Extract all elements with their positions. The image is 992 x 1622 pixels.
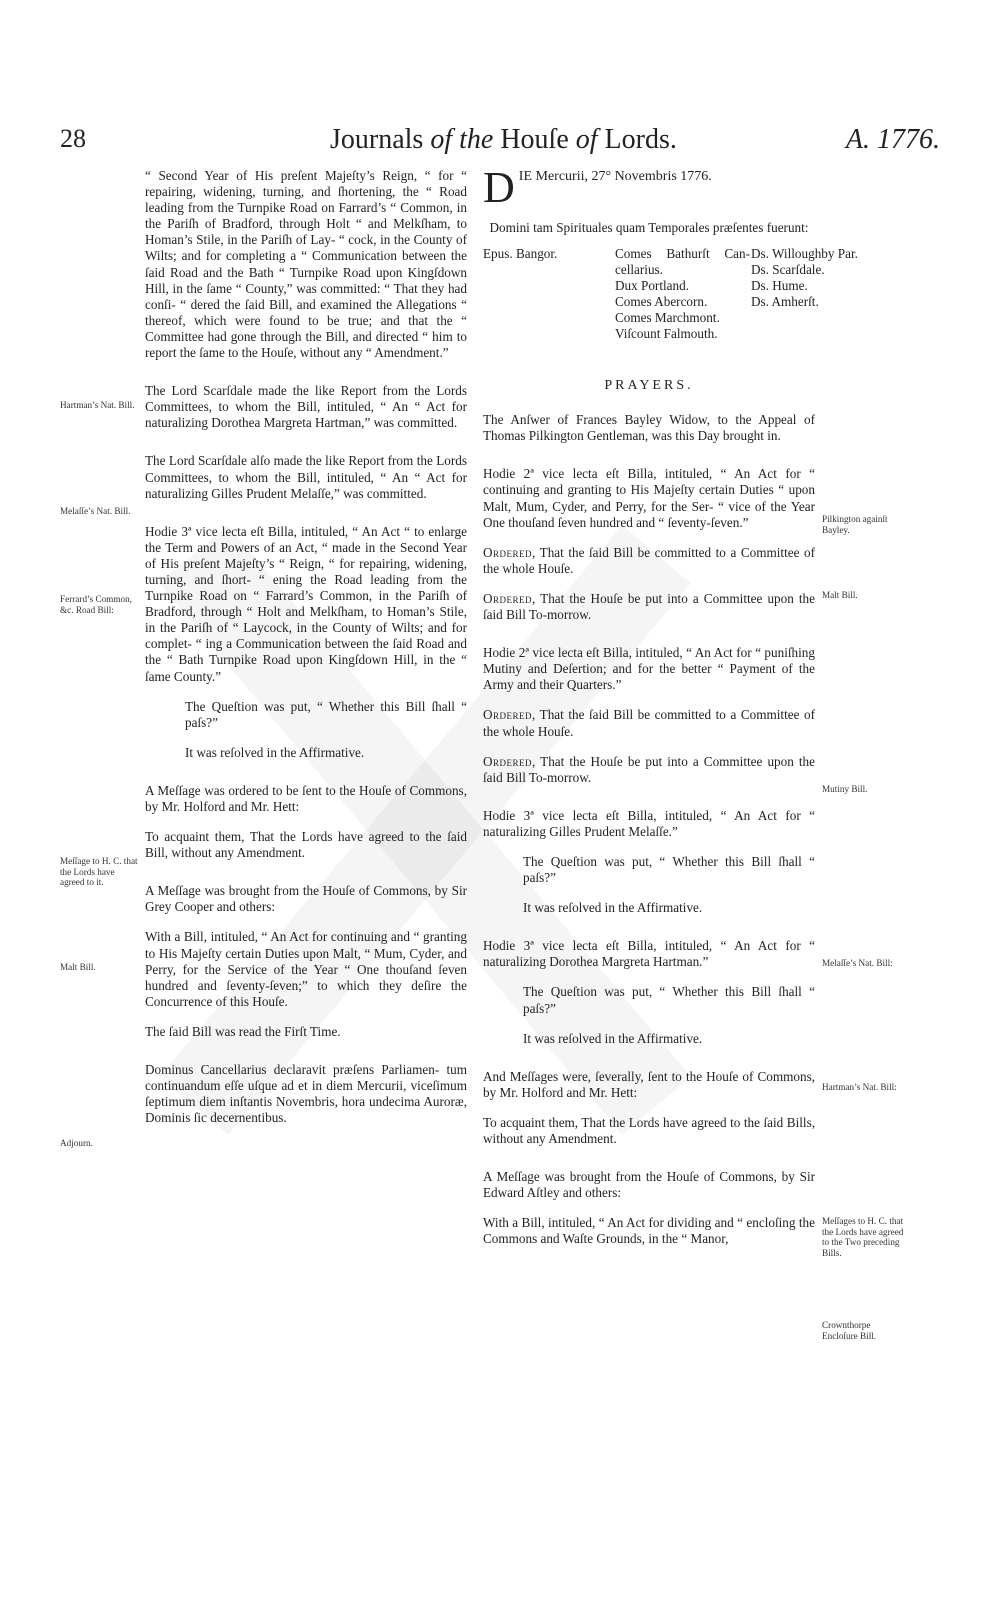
paragraph: The Lord Scarſdale alſo made the like Report from the Lords Committees, to whom the Bill, intituled, “ An “ Act for naturalizing Gilles Prudent Melaſſe,” was committed. xyxy=(145,453,467,501)
journal-year: A. 1776. xyxy=(845,124,940,155)
paragraph: “ Second Year of His preſent Majeſty’s Reign, “ for “ repairing, widening, turning, and ſhortening, the “ Road leading from the Turnpike Road on Farrard’s “ Common, in the Pariſh of Bradford, through Holt “ and Melkſham, to Homan’s Stile, in the Pariſh of Lay- “ cock, in the County of Wilts; and for completing a “ Communication between the ſaid Road and the Bath “ Turnpike Road upon Kingſdown Hill, in the ſame “ County,” was committed: “ That they had conſi- “ dered the ſaid Bill, and examined the Allegations “ thereof, which were found to be true; and that the “ Committee had gone through the Bill, and directed “ him to report the ſame to the Houſe, without any “ Amendment.” xyxy=(145,168,467,361)
margin-note: Mutiny Bill. xyxy=(822,784,868,794)
margin-note: Meſſage to H. C. that the Lords have agreed to it. xyxy=(60,856,138,887)
lord-name: Ds. Scarſdale. xyxy=(751,262,825,278)
margin-note: Pilkington againſt Bayley. xyxy=(822,514,888,535)
paragraph: Hodie 2ª vice lecta eſt Billa, intituled, “ An Act for “ continuing and granting to His Majeſty certain Duties “ upon Malt, Mum, Cyder, and Perry, for the Ser- “ vice of the Year One thouſand ſeven hundred and “ ſeventy-ſeven.” xyxy=(483,466,815,530)
margin-note: Meſſages to H. C. that the Lords have agreed to the Two preceding Bills. xyxy=(822,1216,904,1258)
paragraph: Ordered, That the ſaid Bill be committed to a Committee of the whole Houſe. xyxy=(483,544,815,576)
margin-note: Hartman’s Nat. Bill. xyxy=(60,400,135,410)
lord-name: Comes Abercorn. xyxy=(615,294,708,310)
paragraph: With a Bill, intituled, “ An Act for continuing and “ granting to His Majeſty certain Duties upon Malt, “ Mum, Cyder, and Perry, for the Service of the Year “ One thouſand ſeven hundred and ſeventy-ſeven;” to which they deſire the Concurrence of this Houſe. xyxy=(145,929,467,1009)
lord-name: Ds. Hume. xyxy=(751,278,808,294)
paragraph: To acquaint them, That the Lords have agreed to the ſaid Bills, without any Amendment. xyxy=(483,1114,815,1146)
left-column xyxy=(145,168,467,1140)
lords-spiritual xyxy=(483,246,603,262)
lord-name: Ds. Amherſt. xyxy=(751,294,819,310)
lords-temporal-1 xyxy=(615,246,750,342)
lord-name: Dux Portland. xyxy=(615,278,689,294)
margin-note: Ferrard’s Common, &c. Road Bill: xyxy=(60,594,132,615)
journal-title: Journals of the Houſe of Lords. xyxy=(330,124,677,155)
lord-name: Comes Marchmont. xyxy=(615,310,720,326)
margin-note: Melaſſe’s Nat. Bill. xyxy=(60,506,131,516)
margin-note: Melaſſe’s Nat. Bill: xyxy=(822,958,893,968)
paragraph: The Anſwer of Frances Bayley Widow, to the Appeal of Thomas Pilkington Gentleman, was this Day brought in. xyxy=(483,412,815,444)
paragraph: To acquaint them, That the Lords have agreed to the ſaid Bill, without any Amendment. xyxy=(145,829,467,861)
lord-name: Epus. Bangor. xyxy=(483,246,558,262)
page-number: 28 xyxy=(60,124,86,153)
paragraph: The Lord Scarſdale made the like Report from the Lords Committees, to whom the Bill, intituled, “ An “ Act for naturalizing Dorothea Margreta Hartman,” was committed. xyxy=(145,383,467,431)
date-line xyxy=(483,163,815,212)
sitting-date: IE Mercurii, 27° Novembris 1776. xyxy=(518,169,712,184)
lords-temporal-2 xyxy=(751,246,881,310)
lord-name: Comes Bathurſt Can- cellarius. xyxy=(615,246,750,278)
paragraph: And Meſſages were, ſeverally, ſent to the Houſe of Commons, by Mr. Holford and Mr. Hett: xyxy=(483,1068,815,1100)
paragraph: A Meſſage was brought from the Houſe of Commons, by Sir Edward Aſtley and others: xyxy=(483,1169,815,1201)
lord-name: Viſcount Falmouth. xyxy=(615,326,718,342)
paragraph: Dominus Cancellarius declaravit præſens Parliamen- tum continuandum eſſe uſque ad et in diem Mercurii, viceſimum ſeptimum diem inſtantis Novembris, hora undecima Auroræ, Dominis ſic decernentibus. xyxy=(145,1062,467,1126)
paragraph: Hodie 3ª vice lecta eſt Billa, intituled, “ An Act for “ naturalizing Dorothea Margreta Hartman.” xyxy=(483,938,815,970)
margin-note: Adjourn. xyxy=(60,1138,93,1148)
paragraph: The ſaid Bill was read the Firſt Time. xyxy=(145,1023,341,1039)
paragraph: Ordered, That the Houſe be put into a Committee upon the ſaid Bill To-morrow. xyxy=(483,590,815,623)
paragraph: Ordered, That the ſaid Bill be committed to a Committee of the whole Houſe. xyxy=(483,707,815,739)
margin-note: Malt Bill. xyxy=(60,962,96,972)
paragraph: The Queſtion was put, “ Whether this Bill ſhall “ paſs?” xyxy=(523,853,815,886)
paragraph: Hodie 2ª vice lecta eſt Billa, intituled, “ An Act for “ puniſhing Mutiny and Deſertion; and for the better “ Payment of the Army and their Quarters.” xyxy=(483,645,815,693)
paragraph: Hodie 3ª vice lecta eſt Billa, intituled, “ An Act for “ naturalizing Gilles Prudent Melaſſe.” xyxy=(483,807,815,839)
paragraph: Hodie 3ª vice lecta eſt Billa, intituled, “ An Act “ to enlarge the Term and Powers of an Act, “ made in the Second Year of His preſent Majeſty’s “ Reign, “ for repairing, widening, turning, and ſhort- “ ening the Road leading from the Turnpike Road on “ Farrard’s Common, in the Pariſh of Bradford, through “ Holt and Melkſham, to Homan’s Stile, in the Pariſh of “ Laycock, in the County of Wilts; and for complet- “ ing a Communication between the ſaid Road and the “ Bath Turnpike Road upon Kingſdown Hill, in the “ ſame County.” xyxy=(145,523,467,684)
paragraph: Ordered, That the Houſe be put into a Committee upon the ſaid Bill To-morrow. xyxy=(483,753,815,785)
page-header xyxy=(60,124,940,164)
paragraph: A Meſſage was brought from the Houſe of Commons, by Sir Grey Cooper and others: xyxy=(145,883,467,915)
paragraph: With a Bill, intituled, “ An Act for dividing and “ encloſing the Commons and Waſte Grounds, in the “ Manor, xyxy=(483,1215,815,1247)
paragraph: It was reſolved in the Affirmative. xyxy=(523,1030,703,1046)
margin-note: Hartman’s Nat. Bill: xyxy=(822,1082,897,1092)
paragraph: The Queſtion was put, “ Whether this Bill ſhall “ paſs?” xyxy=(523,984,815,1016)
prayers-heading: PRAYERS. xyxy=(604,378,694,394)
drop-cap: D xyxy=(483,163,515,212)
paragraph: A Meſſage was ordered to be ſent to the Houſe of Commons, by Mr. Holford and Mr. Hett: xyxy=(145,782,467,814)
margin-note: Crownthorpe Encloſure Bill. xyxy=(822,1320,877,1341)
lords-present xyxy=(483,246,858,356)
margin-note: Malt Bill. xyxy=(822,590,858,600)
attendance-heading: Domini tam Spirituales quam Temporales præſentes fuerunt: xyxy=(489,220,809,235)
lord-name: Ds. Willoughby Par. xyxy=(751,246,858,262)
paragraph: It was reſolved in the Affirmative. xyxy=(523,900,703,916)
paragraph: The Queſtion was put, “ Whether this Bill ſhall “ paſs?” xyxy=(185,698,467,730)
paragraph: It was reſolved in the Affirmative. xyxy=(185,744,365,760)
